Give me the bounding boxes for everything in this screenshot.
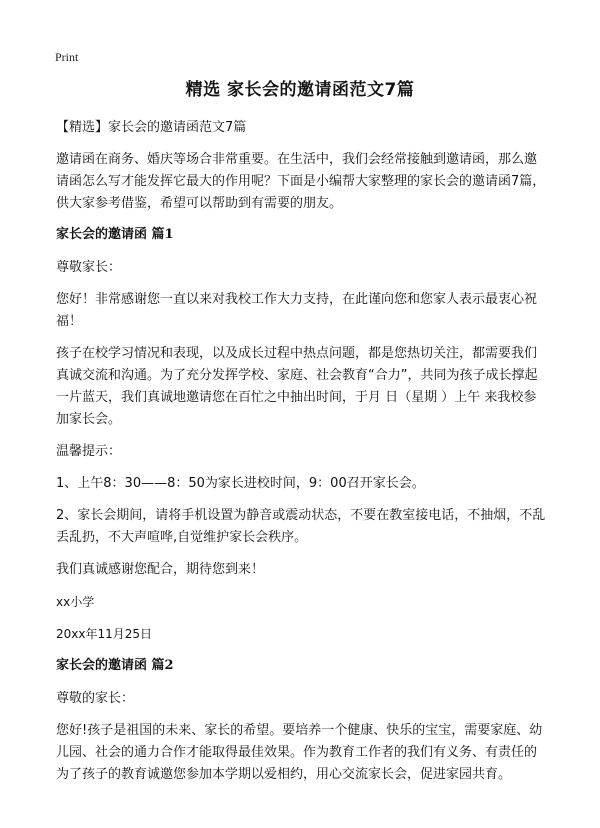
lead-line: 【精选】家长会的邀请函范文7篇 <box>56 120 247 135</box>
body-paragraph: 2、家长会期间，请将手机设置为静音或震动状态，不要在教室接电话，不抽烟，不乱丢乱扔，不大声喧哗,自觉维护家长会秩序。 <box>56 508 546 545</box>
salutation: 尊敬的家长： <box>56 691 135 706</box>
signature-school: xx小学 <box>56 595 95 609</box>
print-link[interactable]: Print <box>55 50 79 64</box>
signature-date: 20xx年11月25日 <box>56 627 153 641</box>
body-paragraph: 您好!孩子是祖国的未来、家长的希望。要培养一个健康、快乐的宝宝，需要家庭、幼儿园、社会的通力合作才能取得最佳效果。作为教育工作者的我们有义务、有责任的为了孩子的教育诚邀您参加本学期以爱相约，用心交流家长会，促进家园共育。 <box>56 723 543 782</box>
salutation: 尊敬家长： <box>56 260 122 275</box>
body-paragraph: 您好！非常感谢您一直以来对我校工作大力支持，在此谨向您和您家人表示最衷心祝福！ <box>56 292 538 329</box>
document-title: 精选 家长会的邀请函范文7篇 <box>185 80 415 100</box>
body-paragraph: 我们真诚感谢您配合，期待您到来！ <box>56 562 265 577</box>
section-heading: 家长会的邀请函 篇2 <box>56 658 174 673</box>
body-paragraph: 温馨提示： <box>56 444 122 459</box>
intro-paragraph: 邀请函在商务、婚庆等场合非常重要。在生活中，我们会经常接触到邀请函，那么邀请函怎么写才能发挥它最大的作用呢？下面是小编帮大家整理的家长会的邀请函7篇，供大家参考借鉴，希望可以帮助到有需要的朋友。 <box>56 152 546 211</box>
body-paragraph: 孩子在校学习情况和表现，以及成长过程中热点问题，都是您热切关注，都需要我们真诚交流和沟通。为了充分发挥学校、家庭、社会教育“合力”，共同为孩子成长撑起一片蓝天，我们真诚地邀请您在百忙之中抽出时间，于月 日（星期 ）上午 来我校参加家长会。 <box>56 346 538 427</box>
document-body <box>56 117 548 796</box>
body-paragraph: 1、上午8：30——8：50为家长进校时间，9：00召开家长会。 <box>56 476 425 491</box>
section-heading: 家长会的邀请函 篇1 <box>56 227 174 242</box>
